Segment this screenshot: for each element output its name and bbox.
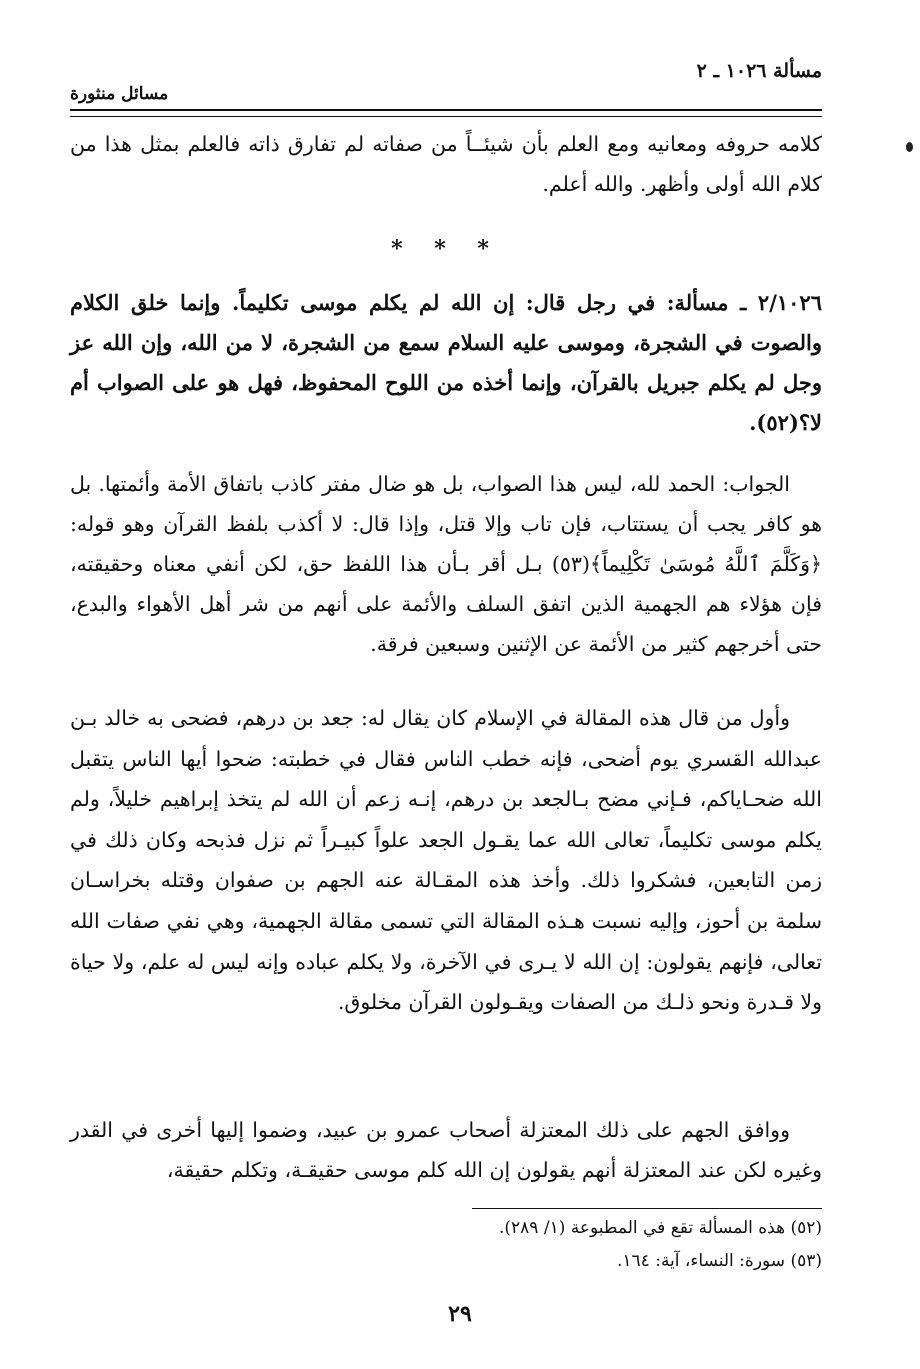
footnote-52: (٥٢) هذه المسألة تقع في المطبوعة (١/ ٢٨٩). bbox=[498, 1218, 822, 1238]
paragraph-continued: كلامه حروفه ومعانيه ومع العلم بأن شيئــاً من صفاته لم تفارق ذاته فالعلم بمثل هذا من كلام الله أولى وأظهر. والله أعلم. bbox=[70, 132, 822, 196]
footnote-53: (٥٣) سورة: النساء، آية: ١٦٤. bbox=[617, 1251, 822, 1271]
section-separator: * * * bbox=[391, 236, 501, 262]
question-paragraph: ٢/١٠٢٦ ـ مسألة: في رجل قال: إن الله لم يكلم موسى تكليماً. وإنما خلق الكلام والصوت في الشجرة، وموسى عليه السلام سمع من الشجرة، لا من الله، وإن الله عز وجل لم يكلم جبريل بالقرآن، وإنما أخذه من اللوح المحفوظ، فهل هو على الصواب أم لا؟(٥٢). bbox=[70, 290, 822, 435]
margin-ink-mark bbox=[906, 142, 913, 152]
answer-text: الجواب: الحمد لله، ليس هذا الصواب، بل هو ضال مفتر كاذب باتفاق الأمة وأئمتها. بل هو كافر يجب أن يستتاب، فإن تاب وإلا قتل، وإذا قال: لا أكذب بلفظ القرآن وهو قوله: ﴿وَكَلَّمَ ٱللَّهُ مُوسَىٰ تَكْلِيماً﴾(٥٣) بـل أقر بـأن هذا اللفظ حق، لكن أنفي معناه وحقيقته، فإن هؤلاء هم الجهمية الذين اتفق السلف والأئمة على أنهم من شر أهل الأهواء والبدع، حتى أخرجهم كثير من الأئمة عن الإثنين وسبعين فرقة. bbox=[70, 472, 822, 656]
footnote-rule bbox=[472, 1208, 822, 1209]
page-number: ٢٩ bbox=[448, 1301, 472, 1327]
mutazila-text: ووافق الجهم على ذلك المعتزلة أصحاب عمرو بن عبيد، وضموا إليها أخرى في القدر وغيره لكن عند المعتزلة أنهم يقولون إن الله كلم موسى حقيقـة، وتكلم حقيقة، bbox=[70, 1118, 822, 1182]
answer-paragraph bbox=[70, 464, 822, 664]
running-header-issue: مسألة ١٠٢٦ ـ ٢ bbox=[696, 60, 822, 82]
mutazila-paragraph bbox=[70, 1110, 822, 1190]
running-header-title: مسائل منثورة bbox=[70, 84, 169, 104]
header-rule-thin bbox=[70, 116, 822, 117]
history-paragraph bbox=[70, 698, 822, 1023]
history-text: وأول من قال هذه المقالة في الإسلام كان يقال له: جعد بن درهم، فضحى به خالد بـن عبدالله القسري يوم أضحى، فإنه خطب الناس فقال في خطبته: ضحوا أيها الناس يتقبل الله ضحـاياكم، فـإني مضح بـالجعد بن درهم، إنـه زعم أن الله لم يتخذ إبراهيم خليلاً، ولم يكلم موسى تكليماً، تعالى الله عما يقـول الجعد علواً كبيـراً ثم نزل فذبحه وكان ذلك في زمن التابعين، فشكروا ذلك. وأخذ هذه المقـالة عنه الجهم بن صفوان وقتله بخراسـان سلمة بن أحوز، وإليه نسبت هـذه المقالة التي تسمى مقالة الجهمية، وهي نفي صفات الله تعالى، فإنهم يقولون: إن الله لا يـرى في الآخرة، ولا يكلم عباده وإنه ليس له علم، ولا حياة ولا قـدرة ونحو ذلـك من الصفات ويقـولون القرآن مخلوق. bbox=[70, 706, 822, 1015]
header-rule-thick bbox=[70, 109, 822, 111]
